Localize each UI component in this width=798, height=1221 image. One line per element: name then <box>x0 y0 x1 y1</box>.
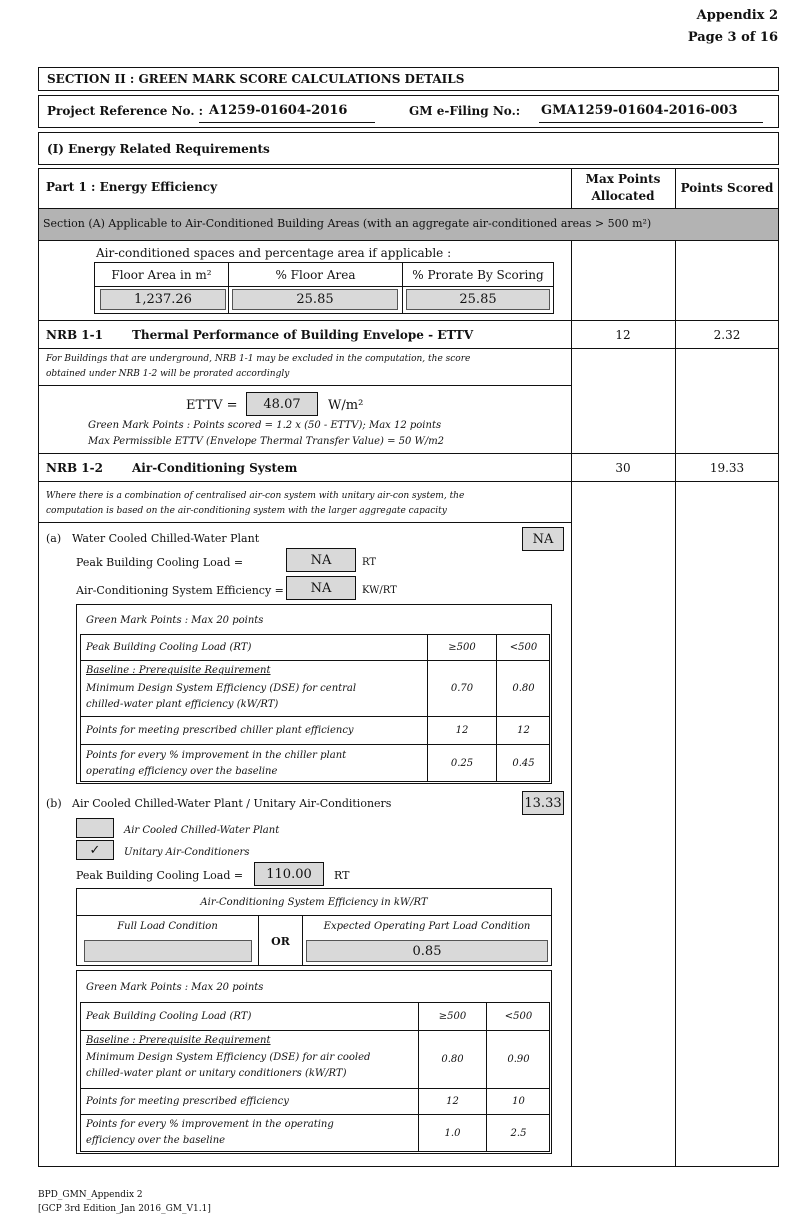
wc-row2-line3: chilled-water plant efficiency (kW/RT) <box>86 699 279 710</box>
wc-row3-label: Points for meeting prescribed chiller plant efficiency <box>86 725 354 736</box>
nrb12-title: Air-Conditioning System <box>132 461 298 475</box>
ac-row4-line2: efficiency over the baseline <box>86 1135 226 1146</box>
full-load-label: Full Load Condition <box>117 920 218 932</box>
section-a-text: Section (A) Applicable to Air-Conditioned Building Areas (with an aggregate air-conditioned areas > 500 m²) <box>43 217 652 230</box>
ac-row3-b: 10 <box>512 1096 525 1107</box>
water-cooled-eff-unit: KW/RT <box>362 585 397 596</box>
ac-floor-area-header: Floor Area in m² <box>111 268 212 282</box>
air-cooled-load-value[interactable]: 110.00 <box>254 862 324 886</box>
wc-row2-line1: Baseline : Prerequisite Requirement <box>86 665 271 676</box>
page-number: Page 3 of 16 <box>687 30 778 45</box>
nrb11-code: NRB 1-1 <box>46 328 103 342</box>
air-cooled-load-unit: RT <box>334 869 350 882</box>
ac-floor-area-value[interactable]: 1,237.26 <box>100 289 226 310</box>
expected-load-label: Expected Operating Part Load Condition <box>323 920 531 932</box>
ac-pct-floor-value[interactable]: 25.85 <box>232 289 398 310</box>
air-cooled-marker: (b) <box>46 797 62 810</box>
nrb11-note-1: For Buildings that are underground, NRB 1-1 may be excluded in the computation, the score <box>46 354 471 364</box>
ac-pct-floor-header: % Floor Area <box>275 268 356 282</box>
ac-row1-label: Peak Building Cooling Load (RT) <box>86 1011 252 1022</box>
ac-row2-line3: chilled-water plant or unitary conditioners (kW/RT) <box>86 1068 347 1079</box>
wc-row4-line2: operating efficiency over the baseline <box>86 766 278 777</box>
nrb11-points-scored: 2.32 <box>713 328 741 342</box>
section-title: SECTION II : GREEN MARK SCORE CALCULATIONS DETAILS <box>47 72 465 86</box>
water-cooled-load-unit: RT <box>362 557 377 568</box>
air-cooled-title: Air Cooled Chilled-Water Plant / Unitary Air-Conditioners <box>72 797 392 810</box>
water-cooled-eff-label: Air-Conditioning System Efficiency = <box>76 584 284 597</box>
col-points-scored: Points Scored <box>680 180 774 195</box>
efiling-label: GM e-Filing No.: <box>409 104 521 118</box>
unitary-ac-checkbox[interactable]: ✓ <box>76 840 114 860</box>
project-ref-label: Project Reference No. : <box>47 104 204 118</box>
air-cooled-table-title: Green Mark Points : Max 20 points <box>86 982 264 993</box>
water-cooled-marker: (a) <box>46 532 62 545</box>
water-cooled-table-title: Green Mark Points : Max 20 points <box>86 615 264 626</box>
nrb12-max-points: 30 <box>615 461 631 475</box>
wc-row4-b: 0.45 <box>512 758 535 769</box>
wc-row1-b: <500 <box>509 642 538 653</box>
ettv-unit: W/m² <box>328 398 364 413</box>
water-cooled-load-value[interactable]: NA <box>286 548 356 572</box>
ettv-formula-1: Green Mark Points : Points scored = 1.2 x (50 - ETTV); Max 12 points <box>88 420 442 431</box>
energy-heading-bar <box>38 132 779 165</box>
expected-load-value[interactable]: 0.85 <box>306 940 548 962</box>
wc-row2-line2: Minimum Design System Efficiency (DSE) for central <box>86 683 357 694</box>
appendix-label: Appendix 2 <box>696 8 778 23</box>
ettv-formula-2: Max Permissible ETTV (Envelope Thermal Transfer Value) = 50 W/m2 <box>88 436 445 447</box>
wc-row2-a: 0.70 <box>450 683 474 694</box>
water-cooled-load-label: Peak Building Cooling Load = <box>76 556 244 569</box>
footer-line-2: [GCP 3rd Edition_Jan 2016_GM_V1.1] <box>38 1204 211 1214</box>
efiling-value: GMA1259-01604-2016-003 <box>541 103 738 118</box>
air-cooled-result[interactable]: 13.33 <box>522 791 564 815</box>
ac-spaces-title: Air-conditioned spaces and percentage area if applicable : <box>96 246 452 260</box>
project-reference-bar <box>38 95 779 128</box>
ac-row2-line2: Minimum Design System Efficiency (DSE) for air cooled <box>86 1052 371 1063</box>
ac-row1-b: <500 <box>504 1011 533 1022</box>
water-cooled-result[interactable]: NA <box>522 527 564 551</box>
ac-row1-a: ≥500 <box>438 1011 467 1022</box>
wc-row2-b: 0.80 <box>512 683 535 694</box>
ac-row2-a: 0.80 <box>441 1054 464 1065</box>
wc-row4-a: 0.25 <box>450 758 474 769</box>
air-cooled-eff-title: Air-Conditioning System Efficiency in kW/RT <box>200 896 428 908</box>
nrb12-code: NRB 1-2 <box>46 461 103 475</box>
nrb12-note-2: computation is based on the air-conditioning system with the larger aggregate capacity <box>46 506 447 516</box>
wc-row1-label: Peak Building Cooling Load (RT) <box>86 642 252 653</box>
ac-row2-line1: Baseline : Prerequisite Requirement <box>86 1035 271 1046</box>
water-cooled-title: Water Cooled Chilled-Water Plant <box>72 532 260 545</box>
air-cooled-load-label: Peak Building Cooling Load = <box>76 869 244 882</box>
wc-row1-a: ≥500 <box>448 642 476 653</box>
ac-row3-label: Points for meeting prescribed efficiency <box>86 1096 289 1107</box>
air-cooled-plant-checkbox[interactable] <box>76 818 114 838</box>
full-load-value[interactable] <box>84 940 252 962</box>
ac-prorate-header: % Prorate By Scoring <box>412 268 544 282</box>
project-ref-value: A1259-01604-2016 <box>209 103 348 118</box>
ac-prorate-value[interactable]: 25.85 <box>406 289 550 310</box>
wc-row4-line1: Points for every % improvement in the chiller plant <box>86 750 347 761</box>
section-a-bar <box>39 209 778 240</box>
energy-heading: (I) Energy Related Requirements <box>47 142 270 156</box>
col-max-points: Max Points Allocated <box>585 172 661 203</box>
nrb11-max-points: 12 <box>615 328 631 342</box>
wc-row3-b: 12 <box>517 725 530 736</box>
footer-line-1: BPD_GMN_Appendix 2 <box>38 1190 143 1200</box>
section-title-bar <box>38 67 779 91</box>
ac-row4-b: 2.5 <box>510 1128 527 1139</box>
ac-row4-line1: Points for every % improvement in the operating <box>86 1119 334 1130</box>
nrb12-note-1: Where there is a combination of centralised air-con system with unitary air-con system, the <box>46 491 465 501</box>
air-cooled-plant-label: Air Cooled Chilled-Water Plant <box>124 825 280 836</box>
ac-row4-a: 1.0 <box>444 1128 461 1139</box>
wc-row3-a: 12 <box>455 725 469 736</box>
ac-row2-b: 0.90 <box>507 1054 530 1065</box>
part-title: Part 1 : Energy Efficiency <box>46 180 218 194</box>
unitary-ac-label: Unitary Air-Conditioners <box>124 847 250 858</box>
ettv-value[interactable]: 48.07 <box>246 392 318 416</box>
or-label: OR <box>271 934 290 948</box>
ettv-label: ETTV = <box>186 398 238 413</box>
ac-row3-a: 12 <box>446 1096 459 1107</box>
nrb11-title: Thermal Performance of Building Envelope - ETTV <box>132 328 474 342</box>
nrb12-points-scored: 19.33 <box>709 461 745 475</box>
water-cooled-eff-value[interactable]: NA <box>286 576 356 600</box>
nrb11-note-2: obtained under NRB 1-2 will be prorated accordingly <box>46 369 290 379</box>
